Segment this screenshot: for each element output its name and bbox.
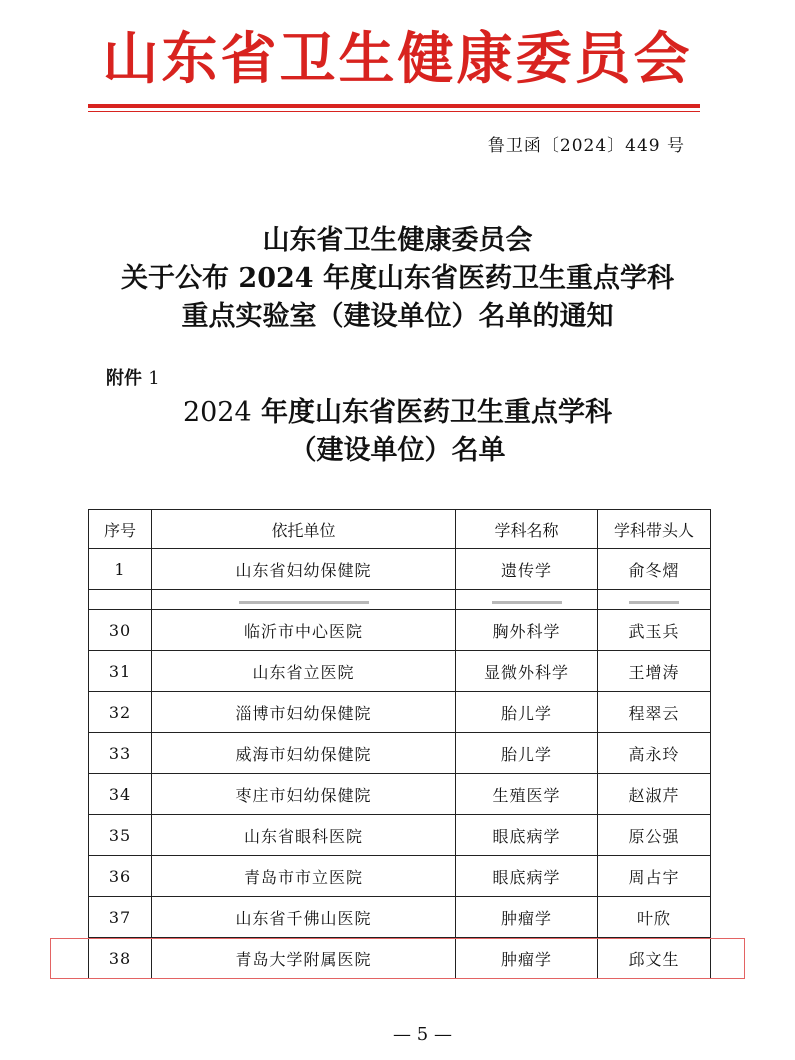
cropped-cell <box>598 590 711 610</box>
cell-leader: 程翠云 <box>598 692 711 733</box>
cell-discipline: 肿瘤学 <box>456 938 598 979</box>
letterhead-org: 山东省卫生健康委员会 <box>102 26 693 92</box>
cell-institution: 山东省千佛山医院 <box>152 897 456 938</box>
cell-institution: 山东省眼科医院 <box>152 815 456 856</box>
document-number: 鲁卫函〔2024〕449 号 <box>487 136 685 156</box>
cell-leader: 原公强 <box>598 815 711 856</box>
cropped-cell <box>456 590 598 610</box>
cell-leader: 王增涛 <box>598 651 711 692</box>
table-row <box>89 692 711 733</box>
cell-index: 38 <box>89 938 152 979</box>
table-row-cropped <box>89 590 711 610</box>
cell-leader: 武玉兵 <box>598 610 711 651</box>
cell-leader: 俞冬熠 <box>598 549 711 590</box>
cell-discipline: 胎儿学 <box>456 733 598 774</box>
cell-leader: 周占宇 <box>598 856 711 897</box>
cell-index: 30 <box>89 610 152 651</box>
table-row <box>89 733 711 774</box>
header-index: 序号 <box>89 510 152 549</box>
letterhead-rule-thin <box>88 111 700 112</box>
cell-discipline: 遗传学 <box>456 549 598 590</box>
cropped-cell <box>89 590 152 610</box>
cell-discipline: 胎儿学 <box>456 692 598 733</box>
cell-index: 1 <box>89 549 152 590</box>
discipline-table <box>88 509 711 979</box>
cropped-cell <box>152 590 456 610</box>
table-row <box>89 774 711 815</box>
cell-index: 34 <box>89 774 152 815</box>
cell-index: 37 <box>89 897 152 938</box>
cell-institution: 威海市妇幼保健院 <box>152 733 456 774</box>
table-row <box>89 651 711 692</box>
cell-discipline: 眼底病学 <box>456 815 598 856</box>
letterhead-rule-thick <box>88 104 700 108</box>
table-row <box>89 815 711 856</box>
cell-institution: 临沂市中心医院 <box>152 610 456 651</box>
cell-discipline: 肿瘤学 <box>456 897 598 938</box>
cell-leader: 高永玲 <box>598 733 711 774</box>
notice-title <box>0 222 795 336</box>
cell-institution: 淄博市妇幼保健院 <box>152 692 456 733</box>
table-row <box>89 549 711 590</box>
header-institution: 依托单位 <box>152 510 456 549</box>
cell-institution: 青岛大学附属医院 <box>152 938 456 979</box>
attachment-text: 附件 <box>106 368 142 389</box>
table-row <box>89 610 711 651</box>
list-title-line-1-text: 年度山东省医药卫生重点学科 <box>251 397 613 428</box>
attachment-label <box>106 364 160 390</box>
cell-index: 32 <box>89 692 152 733</box>
cell-leader: 邱文生 <box>598 938 711 979</box>
cell-institution: 山东省妇幼保健院 <box>152 549 456 590</box>
cell-index: 31 <box>89 651 152 692</box>
cell-index: 35 <box>89 815 152 856</box>
table-row <box>89 897 711 938</box>
row-highlight-box <box>50 938 745 979</box>
letterhead-title <box>0 24 795 94</box>
attachment-number: 1 <box>148 368 160 389</box>
header-discipline: 学科名称 <box>456 510 598 549</box>
cell-leader: 叶欣 <box>598 897 711 938</box>
cell-discipline: 生殖医学 <box>456 774 598 815</box>
page-number: — 5 — <box>393 1024 452 1045</box>
cell-index: 36 <box>89 856 152 897</box>
notice-title-line-3: 重点实验室（建设单位）名单的通知 <box>181 301 614 332</box>
table-row <box>89 856 711 897</box>
cell-discipline: 显微外科学 <box>456 651 598 692</box>
cell-index: 33 <box>89 733 152 774</box>
list-title-year: 2024 <box>182 397 252 428</box>
cell-leader: 赵淑芹 <box>598 774 711 815</box>
cell-institution: 青岛市市立医院 <box>152 856 456 897</box>
notice-title-line-2: 关于公布 2024 年度山东省医药卫生重点学科 <box>121 263 674 294</box>
list-title-line-1 <box>0 394 795 432</box>
cell-discipline: 眼底病学 <box>456 856 598 897</box>
header-leader: 学科带头人 <box>598 510 711 549</box>
cell-discipline: 胸外科学 <box>456 610 598 651</box>
cell-institution: 枣庄市妇幼保健院 <box>152 774 456 815</box>
table-header-row <box>89 510 711 549</box>
list-title-line-2: （建设单位）名单 <box>289 435 506 466</box>
notice-title-line-1: 山东省卫生健康委员会 <box>262 225 533 256</box>
cell-institution: 山东省立医院 <box>152 651 456 692</box>
discipline-table-wrap <box>88 509 710 979</box>
list-title <box>0 394 795 470</box>
